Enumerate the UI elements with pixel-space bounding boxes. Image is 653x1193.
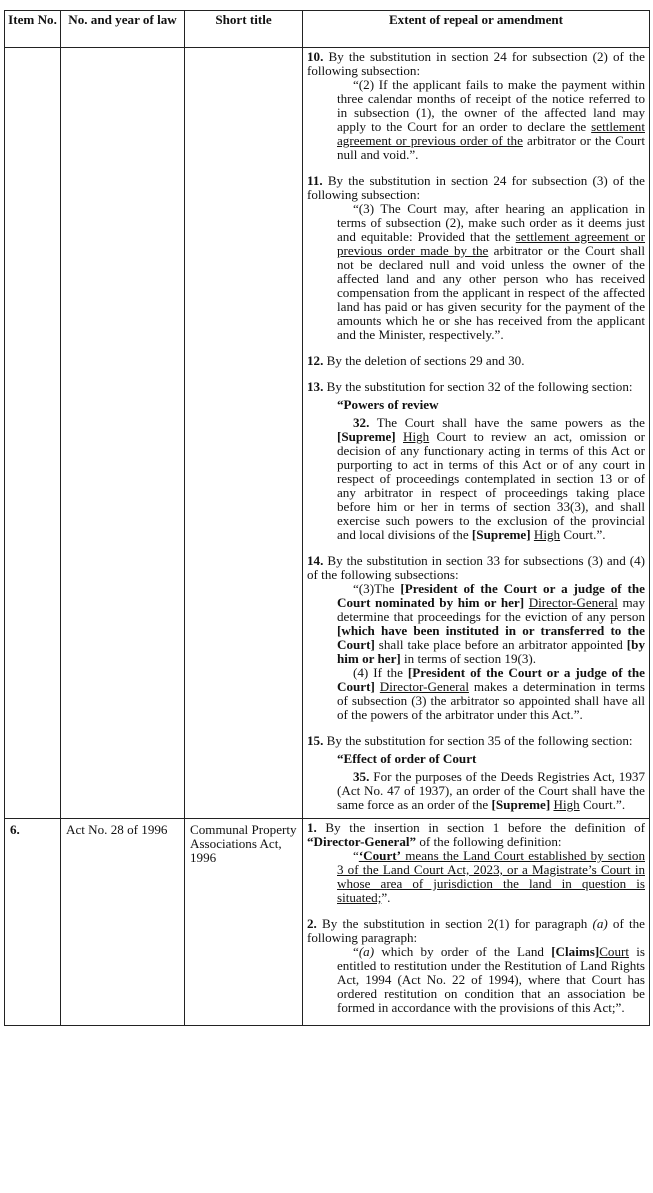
cell-title-empty	[185, 48, 303, 819]
cell-item-empty	[5, 48, 61, 819]
cell-extent	[303, 819, 650, 1026]
header-short-title: Short title	[185, 11, 303, 48]
amendment-12: 12. By the deletion of sections 29 and 30.	[307, 353, 525, 368]
amendment-1: 1. By the insertion in section 1 before the definition of “Director-General” of the following definition: “‘Court’ means the Land Court established by section 3 of the Land Court Act, 2023, or a Magistrate’s Court in whose area of jurisdiction the land in question is situated;”.	[307, 820, 645, 905]
table-row	[5, 819, 650, 1026]
header-item-no: Item No.	[5, 11, 61, 48]
amendment-15: 15. By the substitution for section 35 of the following section: “Effect of order of Court 35. For the purposes of the Deeds Registries Act, 1937 (Act No. 47 of 1937), an order of the Court shall have the same force as an order of the [Supreme] High Court.”.	[307, 733, 645, 812]
header-row	[5, 11, 650, 48]
amendment-13: 13. By the substitution for section 32 of the following section: “Powers of review 32. The Court shall have the same powers as the [Supreme] High Court to review an act, omission or decision of any functionary acting in terms of this Act or purporting to act in terms of this Act or of any court in respect of proceedings contemplated in section 13 or of any arbitrator in respect of proceedings taking place before him or her in terms of section 33(3), and shall exercise such powers to the exclusion of the provincial and local divisions of the [Supreme] High Court.”.	[307, 379, 645, 542]
table-row	[5, 48, 650, 819]
amendment-14: 14. By the substitution in section 33 for subsections (3) and (4) of the following subsections: “(3)The [President of the Court or a judge of the Court nominated by him or her] Director-General may determine that proceedings for the eviction of any person [which have been instituted in or transferred to the Court] shall take place before an arbitrator appointed [by him or her] in terms of section 19(3). (4) If the [President of the Court or a judge of the Court] Director-General makes a determination in terms of subsection (3) the arbitrator so appointed shall have all of the powers of the arbitrator under this Act.”.	[307, 553, 646, 722]
cell-item-no: 6.	[5, 819, 61, 1026]
amendment-11: 11. By the substitution in section 24 for subsection (3) of the following subsection: “(3) The Court may, after hearing an application in terms of subsection (2), make such order as it deems just and equitable: Provided that the settlement agreement or previous order made by the arbitrator or the Court shall not be declared null and void unless the owner of the affected land and any other person who has received compensation from the applicant in respect of the affected land has paid or has given security for the payment of the amounts which he or she has received from the applicant and the Minister, respectively.”.	[307, 173, 646, 342]
header-extent: Extent of repeal or amendment	[303, 11, 650, 48]
amendment-2: 2. By the substitution in section 2(1) for paragraph (a) of the following paragraph: “(a) which by order of the Land [Claims]Court is entitled to restitution under the Restitution of Land Rights Act, 1994 (Act No. 22 of 1994), where that Court has ordered restitution on condition that an association be formed in accordance with the provisions of this Act;”.	[307, 916, 645, 1015]
cell-extent	[303, 48, 650, 819]
cell-law: Act No. 28 of 1996	[61, 819, 185, 1026]
cell-law-empty	[61, 48, 185, 819]
amendment-10: 10. By the substitution in section 24 for subsection (2) of the following subsection: “(2) If the applicant fails to make the payment within three calendar months of receipt of the notice referred to in subsection (1), the owner of the affected land may apply to the Court for an order to declare the settlement agreement or previous order of the arbitrator or the Court null and void.”.	[307, 49, 645, 162]
cell-short-title: Communal Property Associations Act, 1996	[185, 819, 303, 1026]
schedule-table	[4, 10, 650, 1026]
header-law: No. and year of law	[61, 11, 185, 48]
section-heading: “Powers of review	[337, 397, 439, 412]
section-heading: “Effect of order of Court	[337, 751, 477, 766]
